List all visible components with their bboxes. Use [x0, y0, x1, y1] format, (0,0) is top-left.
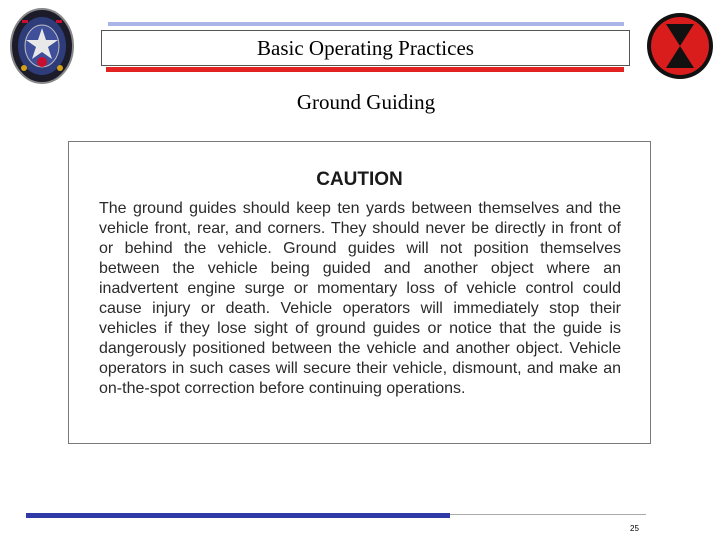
caution-panel [68, 141, 651, 444]
caution-heading: CAUTION [316, 169, 403, 190]
slide-title: Basic Operating Practices [101, 30, 630, 66]
footer-accent-bar [26, 513, 450, 518]
unit-insignia-icon [8, 6, 76, 86]
footer-divider [450, 514, 646, 515]
caution-body-text: The ground guides should keep ten yards between themselves and the vehicle front, rear, and corners. They should never be directly in front of or behind the vehicle. Ground guides will not position themselves between the vehicle being guided and another object where an inadvertent engine surge or momentary loss of vehicle control could cause injury or death. Vehicle operators will immediately stop their vehicles if they lose sight of ground guides or notice that the guide is dangerously positioned between the vehicle and another object. Vehicle operators in such cases will secure their vehicle, dismount, and make an on-the-spot correction before continuing operations. [99, 200, 621, 397]
top-accent-bar [108, 22, 624, 26]
division-patch-icon [646, 12, 714, 80]
title-underline-bar [106, 67, 624, 72]
slide-subtitle: Ground Guiding [296, 90, 436, 114]
page-number: 25 [630, 524, 639, 533]
